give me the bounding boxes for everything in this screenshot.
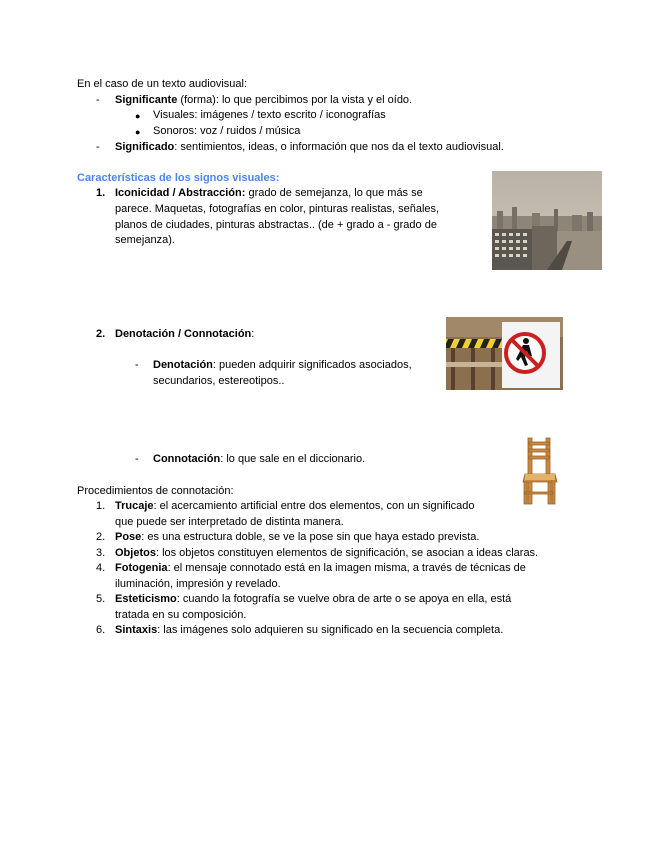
- proc4-line2: iluminación, impresión y revelado.: [115, 578, 281, 590]
- significante-term: Significante: [115, 94, 178, 106]
- denotacion-term: Denotación: [153, 359, 213, 371]
- proc5-rest: : cuando la fotografía se vuelve obra de arte o se apoya en ella, está: [176, 593, 512, 605]
- item2-rest: :: [251, 328, 255, 340]
- bullet-dot-icon: ●: [135, 127, 141, 137]
- proc3-line1: [115, 546, 538, 561]
- wooden-chair-photo: [519, 436, 559, 506]
- proc5-line2: tratada en su composición.: [115, 609, 247, 621]
- significado-rest: : sentimientos, ideas, o información que nos da el texto audiovisual.: [174, 141, 504, 153]
- connotacion-dash: -: [135, 453, 139, 465]
- significado-term: Significado: [115, 141, 175, 153]
- proc1-line2: que puede ser interpretado de distinta manera.: [115, 516, 344, 528]
- proc1-term: Trucaje: [115, 500, 154, 512]
- proc3-rest: : los objetos constituyen elementos de significación, se asocian a ideas claras.: [155, 547, 539, 559]
- item2-number: 2.: [96, 328, 106, 340]
- denotacion-line1: [153, 358, 412, 373]
- proc3-number: 3.: [96, 547, 106, 559]
- proc1-number: 1.: [96, 500, 106, 512]
- proc2-rest: : es una estructura doble, se ve la pose sin que haya estado prevista.: [141, 531, 480, 543]
- proc6-term: Sintaxis: [115, 624, 158, 636]
- no-pedestrian-sign-photo: [446, 317, 563, 390]
- proc2-line1: [115, 530, 479, 545]
- item1-number: 1.: [96, 187, 106, 199]
- denotacion-line2: secundarios, estereotipos..: [153, 375, 285, 387]
- proc4-term: Fotogenia: [115, 562, 168, 574]
- proc6-line1: [115, 623, 503, 638]
- item1-rest: grado de semejanza, lo que más se: [245, 187, 423, 199]
- proc4-number: 4.: [96, 562, 106, 574]
- connotacion-term: Connotación: [153, 453, 221, 465]
- item1-line2: parece. Maquetas, fotografías en color, pinturas realistas, señales,: [115, 203, 440, 215]
- proc4-rest: : el mensaje connotado está en la imagen misma, a través de técnicas de: [167, 562, 526, 574]
- proc6-number: 6.: [96, 624, 106, 636]
- significado-dash: -: [96, 141, 100, 153]
- significante-line: [115, 93, 412, 108]
- proc3-term: Objetos: [115, 547, 156, 559]
- denotacion-rest: : pueden adquirir significados asociados,: [212, 359, 412, 371]
- item2-line: [115, 327, 254, 342]
- city-photo: [492, 171, 602, 270]
- bullet-dot-icon: ●: [135, 111, 141, 121]
- significante-rest: (forma): lo que percibimos por la vista y el oído.: [177, 94, 413, 106]
- connotacion-line: [153, 452, 365, 467]
- significante-bullet-visuales: Visuales: imágenes / texto escrito / iconografías: [153, 109, 386, 121]
- proc5-number: 5.: [96, 593, 106, 605]
- significado-line: [115, 140, 504, 155]
- item1-line3: planos de ciudades, pinturas abstractas.. (de + grado a - grado de: [115, 219, 437, 231]
- significante-bullet-sonoros: Sonoros: voz / ruidos / música: [153, 125, 301, 137]
- intro-text: En el caso de un texto audiovisual:: [77, 78, 248, 90]
- denotacion-dash: -: [135, 359, 139, 371]
- proc2-term: Pose: [115, 531, 142, 543]
- proc2-number: 2.: [96, 531, 106, 543]
- proc5-term: Esteticismo: [115, 593, 177, 605]
- item2-term: Denotación / Connotación: [115, 328, 252, 340]
- proc6-rest: : las imágenes solo adquieren su significado en la secuencia completa.: [157, 624, 504, 636]
- procedimientos-heading: Procedimientos de connotación:: [77, 485, 234, 497]
- proc1-rest: : el acercamiento artificial entre dos elementos, con un significado: [153, 500, 475, 512]
- proc4-line1: [115, 561, 526, 576]
- connotacion-rest: : lo que sale en el diccionario.: [220, 453, 366, 465]
- item1-line1: [115, 186, 423, 201]
- proc1-line1: [115, 499, 475, 514]
- proc5-line1: [115, 592, 511, 607]
- item1-line4: semejanza).: [115, 234, 175, 246]
- caracteristicas-heading: Características de los signos visuales:: [77, 172, 280, 184]
- significante-dash: -: [96, 94, 100, 106]
- item1-term: Iconicidad / Abstracción:: [115, 187, 246, 199]
